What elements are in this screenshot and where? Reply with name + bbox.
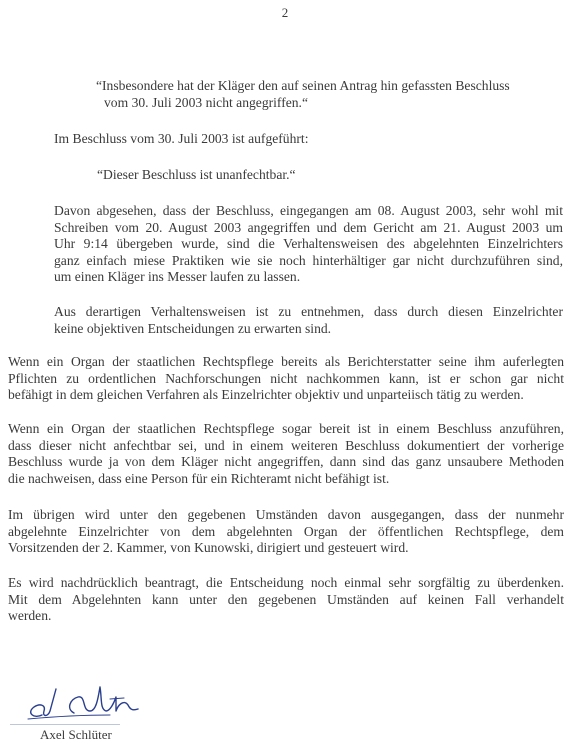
quote-unanfechtbar	[97, 167, 296, 184]
para4-line: dass dieser nicht anfechtbar sei, und in einem weiteren Beschluss dokumentiert der vorherige	[8, 437, 564, 453]
paragraph-im-uebrigen	[8, 507, 564, 557]
paragraph-unsaubere-methoden	[8, 421, 564, 487]
signature-line	[10, 724, 120, 725]
handwritten-signature	[20, 675, 160, 721]
para5-line: Im übrigen wird unter den gegebenen Umständen davon ausgegangen, dass der nunmehr	[8, 507, 564, 522]
para5-line: Vorsitzenden der 2. Kammer, von Kunowski, dirigiert und gesteuert wird.	[8, 540, 409, 556]
para4-line: die nachweisen, dass eine Person für ein Richteramt nicht befähigt ist.	[8, 470, 390, 486]
para6-line: Mit dem Abgelehnten kann unter den gegebenen Umständen auf keinen Fall verhandelt	[8, 591, 564, 607]
para1-line: um einen Kläger ins Messer laufen zu lassen.	[54, 269, 301, 285]
beschluss-intro	[54, 131, 309, 148]
para1-line: Uhr 9:14 übergeben wurde, sind die Verhaltensweisen des abgelehnten Einzelrichters	[54, 236, 563, 252]
para1-line: ganz einfach miese Praktiken wie sie noch hinterhältiger gar nicht durchzuführen sind,	[54, 252, 563, 268]
paragraph-berichterstatter	[8, 354, 564, 404]
para6-line: werden.	[8, 608, 52, 624]
para6-line: Es wird nachdrücklich beantragt, die Entscheidung noch einmal sehr sorgfältig zu überdenken.	[8, 575, 564, 590]
quote-kläger-not-contested	[96, 78, 516, 111]
para4-line: Beschluss wurde ja von dem Kläger nicht angegriffen, dann sind das ganz unsaubere Methoden	[8, 454, 564, 470]
para2-line: Aus derartigen Verhaltensweisen ist zu entnehmen, dass durch diesen Einzelrichter	[54, 304, 563, 319]
para3-line: Pflichten zu ordentlichen Nachforschungen nicht nachkommen kann, ist er schon gar nicht	[8, 370, 564, 386]
para2-line: keine objektiven Entscheidungen zu erwarten sind.	[54, 320, 332, 336]
signatory-name: Axel Schlüter	[40, 727, 112, 742]
para1-line: Davon abgesehen, dass der Beschluss, eingegangen am 08. August 2003, sehr wohl mit	[54, 203, 563, 218]
para4-line: Wenn ein Organ der staatlichen Rechtspflege sogar bereit ist in einem Beschluss anzuführen,	[8, 421, 564, 436]
para3-line: befähigt in dem gleichen Verfahren als Einzelrichter objektiv und unparteiisch tätig zu werden.	[8, 387, 524, 403]
quote2-line: “Dieser Beschluss ist unanfechtbar.“	[97, 167, 296, 182]
beschluss-intro-line: Im Beschluss vom 30. Juli 2003 ist aufgeführt:	[54, 131, 309, 146]
page-number: 2	[281, 5, 289, 20]
paragraph-davon-abgesehen	[54, 203, 563, 286]
paragraph-verhaltensweisen	[54, 304, 563, 337]
para3-line: Wenn ein Organ der staatlichen Rechtspflege bereits als Berichterstatter seine ihm auferlegten	[8, 354, 564, 369]
paragraph-antrag	[8, 575, 564, 625]
quote1-line: “Insbesondere hat der Kläger den auf seinen Antrag hin gefassten Beschluss	[96, 78, 510, 93]
para5-line: abgelehnte Einzelrichter von dem abgelehnten Organ der öffentlichen Rechtspflege, dem	[8, 523, 564, 539]
quote1-line: vom 30. Juli 2003 nicht angegriffen.“	[104, 94, 308, 110]
para1-line: Schreiben vom 20. August 2003 angegriffen und dem Gericht am 21. August 2003 um	[54, 219, 563, 235]
